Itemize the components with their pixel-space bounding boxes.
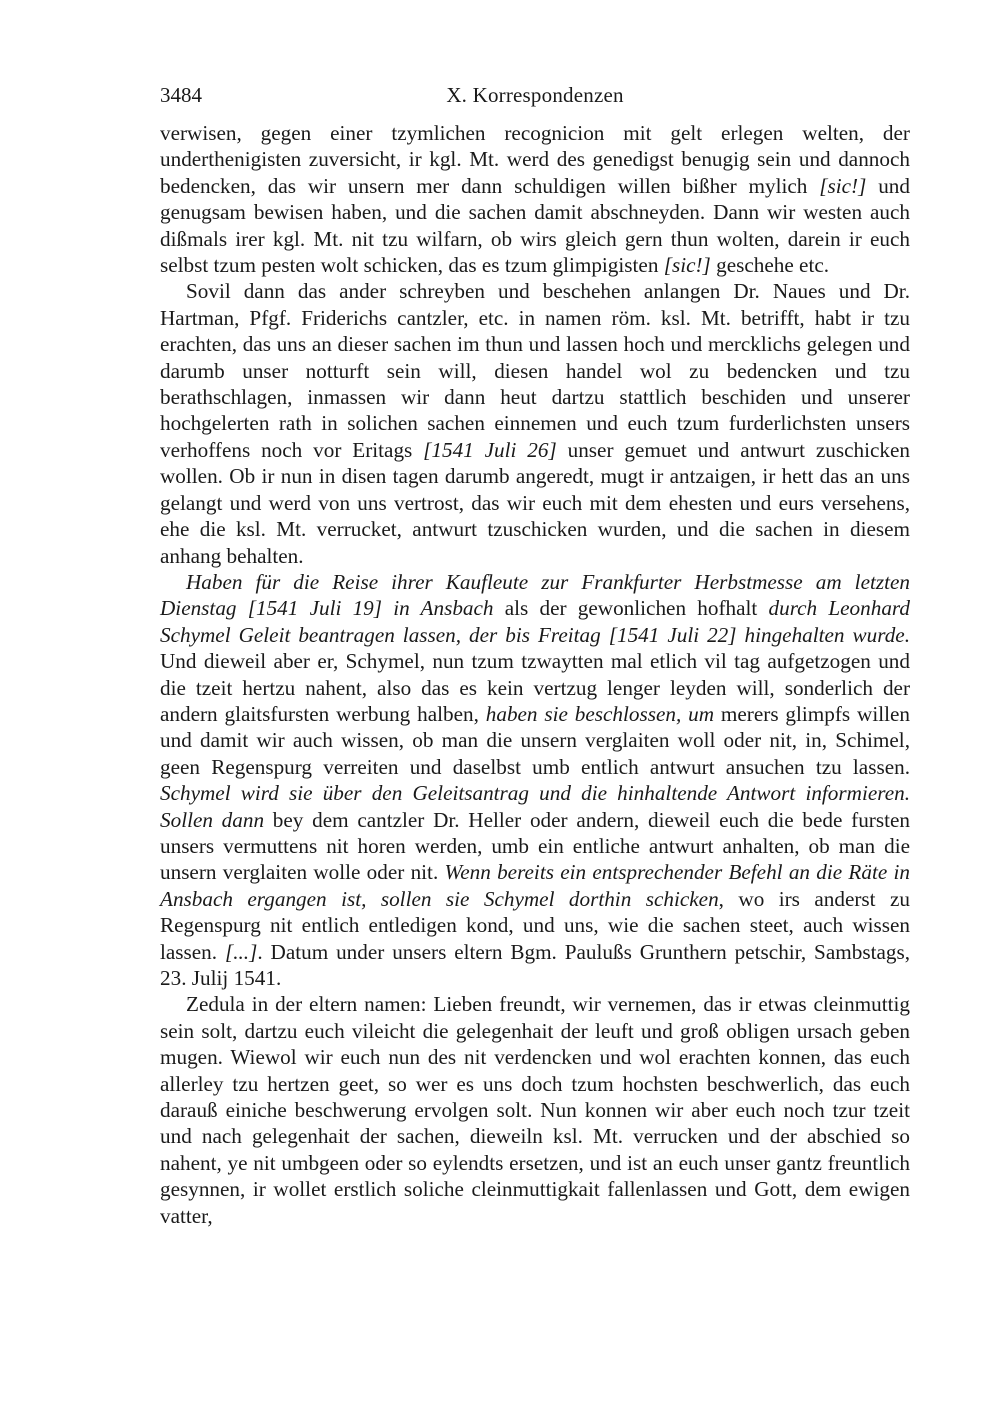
text-segment: merers glimpfs willen und damit wir auch wissen, ob man die unsern verglaiten woll oder nit, in, Schimel, geen Regenspurg verreiten und daselbst umb entlich antwurt ansuchen tzu lassen. [160,701,910,779]
document-page [160,0,910,1418]
text-segment: als der gewonlichen hofhalt [493,596,769,621]
editorial-note: [sic!] [663,253,711,278]
text-segment: und genugsam bewisen haben, und die sachen damit abschneyden. Dann wir westen auch dißmals irer kgl. Mt. nit tzu wilfarn, ob wirs gleich gern thun wolten, darein ir euch selbst tzum pesten wolt schicken, das es tzum glimpigisten [160,173,910,278]
omission-mark: [...] [224,939,258,964]
paragraph-2 [160,278,910,568]
editorial-summary: Haben für die Reise ihrer Kaufleute zur Frankfurter Herbstmesse am letzten Dienstag [1541 Juli 19] in Ansbach [160,569,910,621]
running-title: X. Korrespondenzen [446,83,624,107]
text-segment: , wo irs anderst zu Regenspurg nit entlich entledigen kond, und uns, wie die sachen steet, auch wissen lassen. [160,886,910,964]
editorial-summary: Wenn bereits ein entsprechender Befehl an die Räte in Ansbach ergangen ist, sollen sie Schymel dorthin schicken [160,860,910,911]
editorial-summary: Schymel wird sie über den Geleitsantrag und die hinhaltende Antwort informieren. Sollen dann [160,781,910,832]
page-number: 3484 [160,83,202,107]
text-segment: Zedula in der eltern namen: Lieben freundt, wir vernemen, das ir etwas cleinmuttig sein solt, dartzu euch vileicht die gelegenhait der leuft und groß obligen ursach geben mugen. Wiewol wir euch nun des nit verdencken und wol erachten konnen, das euch allerley tzu hertzen geet, so wer es uns doch tzum hochsten beschwerlich, das euch darauß einiche beschwerung ervolgen solt. Nun konnen wir aber euch noch tzur tzeit und nach gelegenhait der sachen, dieweiln ksl. Mt. verrucken und der abschied so nahent, ye nit umbgeen oder so eylendts ersetzen, und ist an euch unser gantz freuntlich gesynnen, ir wollet erstlich soliche cleinmuttigkait fallenlassen und Gott, dem ewigen vatter, [160,992,910,1228]
text-segment: geschehe etc. [710,253,830,278]
body-text [160,120,910,1229]
date-note: [1541 Juli 26] [423,437,557,462]
editorial-note: [sic!] [819,173,867,198]
paragraph-4 [160,991,910,1229]
paragraph-3 [160,569,910,992]
text-segment: . Datum under unsers eltern Bgm. Paulußs Grunthern petschir, Sambstags, 23. Julij 1541. [160,939,910,990]
editorial-summary: haben sie beschlossen, um [485,701,715,726]
text-segment: bey dem cantzler Dr. Heller oder andern, dieweil euch die bede fursten unsers vermuttens nit horen werden, umb ein entliche antwurt anhalten, ob man die unsern verglaiten wolle oder nit. [160,807,910,885]
running-head [160,80,910,110]
editorial-summary: durch Leonhard Schymel Geleit beantragen lassen, der bis Freitag [1541 Juli 22] hingehalten wurde. [160,596,910,647]
text-segment: Und dieweil aber er, Schymel, nun tzum tzwaytten mal etlich vil tag aufgetzogen und die tzeit hertzu nahent, also das es kein vertzug lenger leyden will, sonderlich der andern glaitsfursten werbung halben, [160,649,910,726]
text-segment: verwisen, gegen einer tzymlichen recognicion mit gelt erlegen welten, der underthenigisten zuversicht, ir kgl. Mt. werd des genedigst benugig sein und dannoch bedencken, das wir unsern mer dann schuldigen willen bißher mylich [160,121,910,198]
text-segment: Sovil dann das ander schreyben und beschehen anlangen Dr. Naues und Dr. Hartman, Pfgf. Friderichs cantzler, etc. in namen röm. ksl. Mt. betrifft, habt ir tzu erachten, das uns an dieser sachen im thun und lassen hoch und mercklichs gelegen und darumb unser notturft sein will, diesen handel wol zu bedencken und tzu berathschlagen, inmassen wir dann heut dartzu stattlich beschiden und unserer hochgelerten rath in solichen sachen einnemen und euch tzum furderlichsten unsers verhoffens noch vor Eritags [160,279,910,462]
paragraph-1 [160,120,910,278]
text-segment: unser gemuet und antwurt zuschicken wollen. Ob ir nun in disen tagen darumb angeredt, mugt ir antzaigen, ir hett das an uns gelangt und werd von uns vertrost, das wir euch mit dem ehesten und eurs versehens, ehe die ksl. Mt. verrucket, antwurt tzuschicken wurden, und die sachen in diesem anhang behalten. [160,437,910,568]
